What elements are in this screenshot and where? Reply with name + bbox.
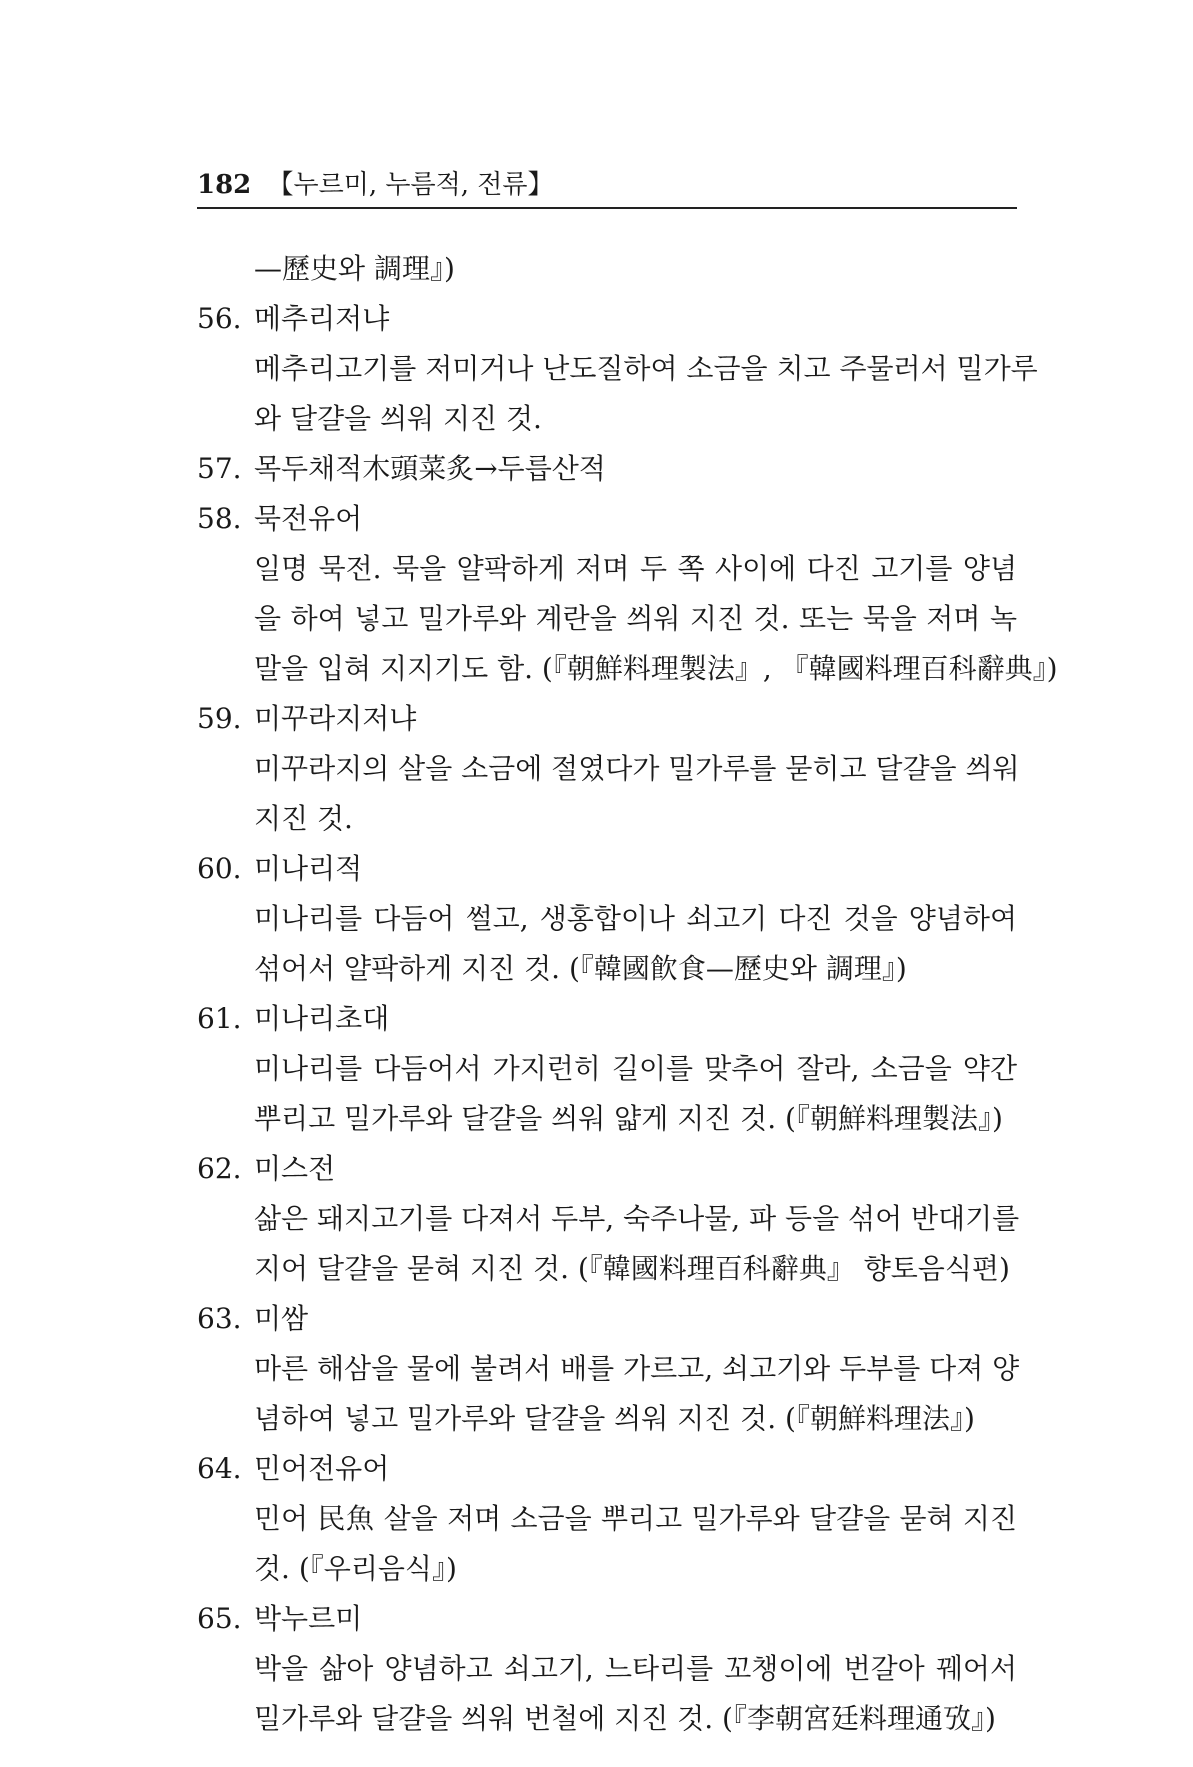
entry-title: 미꾸라지저냐 <box>254 702 417 735</box>
entry-title: 미쌈 <box>254 1302 309 1335</box>
entry-heading <box>197 994 1017 1044</box>
entry-number: 62. <box>197 1152 242 1185</box>
entry-text-line: 박을 삶아 양념하고 쇠고기, 느타리를 꼬챙이에 번갈아 꿰어서 <box>254 1652 1017 1685</box>
entry-number: 65. <box>197 1602 242 1635</box>
entry-heading <box>197 294 1017 344</box>
entry-title: 미스전 <box>254 1152 336 1185</box>
entry-text-line: 미나리를 다듬어 썰고, 생홍합이나 쇠고기 다진 것을 양념하여 <box>254 902 1017 935</box>
entry-heading <box>197 1444 1017 1494</box>
header-title: 【누르미, 누름적, 전류】 <box>267 170 554 200</box>
entry-text-line: 미나리를 다듬어서 가지런히 길이를 맞추어 잘라, 소금을 약간 <box>254 1052 1017 1085</box>
entry-heading <box>197 844 1017 894</box>
page-number: 182 <box>197 170 252 200</box>
entry-heading <box>197 444 1017 494</box>
entry-number: 64. <box>197 1452 242 1485</box>
entry-text-line: 섞어서 얄팍하게 지진 것. (『韓國飮食—歷史와 調理』) <box>254 952 907 985</box>
entry-title: 박누르미 <box>254 1602 363 1635</box>
page-body <box>197 244 1058 1744</box>
entry-text-line: 념하여 넣고 밀가루와 달걀을 씌워 지진 것. (『朝鮮料理法』) <box>254 1402 975 1435</box>
entry-text-line: 민어 民魚 살을 저며 소금을 뿌리고 밀가루와 달걀을 묻혀 지진 <box>254 1502 1017 1535</box>
entry-number: 56. <box>197 302 242 335</box>
entry-number: 61. <box>197 1002 242 1035</box>
entry-heading <box>197 1294 1017 1344</box>
entry-text-line: 지진 것. <box>254 802 353 835</box>
entry-text-line: 뿌리고 밀가루와 달걀을 씌워 얇게 지진 것. (『朝鮮料理製法』) <box>254 1102 1003 1135</box>
continuation-line: —歷史와 調理』) <box>254 252 455 285</box>
entry-text-line: 와 달걀을 씌워 지진 것. <box>254 402 542 435</box>
entry-text-line: 메추리고기를 저미거나 난도질하여 소금을 치고 주물러서 밀가루 <box>254 352 1038 385</box>
entry-number: 57. <box>197 452 242 485</box>
entry-number: 63. <box>197 1302 242 1335</box>
entry-number: 60. <box>197 852 242 885</box>
entry-text-line: 말을 입혀 지지기도 함. (『朝鮮料理製法』, 『韓國料理百科辭典』) <box>254 652 1058 685</box>
entry-text-line: 것. (『우리음식』) <box>254 1552 457 1585</box>
entry-text-line: 삶은 돼지고기를 다져서 두부, 숙주나물, 파 등을 섞어 반대기를 <box>254 1202 1020 1235</box>
entry-heading <box>197 1144 1017 1194</box>
entry-text-line: 을 하여 넣고 밀가루와 계란을 씌워 지진 것. 또는 묵을 저며 녹 <box>254 602 1017 635</box>
entry-heading <box>197 494 1017 544</box>
entry-text-line: 마른 해삼을 물에 불려서 배를 가르고, 쇠고기와 두부를 다져 양 <box>254 1352 1020 1385</box>
entry-title: 목두채적木頭菜炙→두릅산적 <box>254 452 606 485</box>
entry-title: 묵전유어 <box>254 502 363 535</box>
entry-title: 민어전유어 <box>254 1452 390 1485</box>
entry-text-line: 미꾸라지의 살을 소금에 절였다가 밀가루를 묻히고 달걀을 씌워 <box>254 752 1020 785</box>
entry-title: 메추리저냐 <box>254 302 390 335</box>
entry-heading <box>197 1594 1017 1644</box>
running-header <box>197 168 1017 202</box>
entry-text-line: 일명 묵전. 묵을 얄팍하게 저며 두 쪽 사이에 다진 고기를 양념 <box>254 552 1017 585</box>
entry-title: 미나리초대 <box>254 1002 390 1035</box>
entry-heading <box>197 694 1017 744</box>
entry-number: 58. <box>197 502 242 535</box>
entry-title: 미나리적 <box>254 852 363 885</box>
entry-number: 59. <box>197 702 242 735</box>
entry-text-line: 밀가루와 달걀을 씌워 번철에 지진 것. (『李朝宮廷料理通攷』) <box>254 1702 996 1735</box>
header-rule <box>197 207 1017 209</box>
entry-text-line: 지어 달걀을 묻혀 지진 것. (『韓國料理百科辭典』 향토음식편) <box>254 1252 1010 1285</box>
